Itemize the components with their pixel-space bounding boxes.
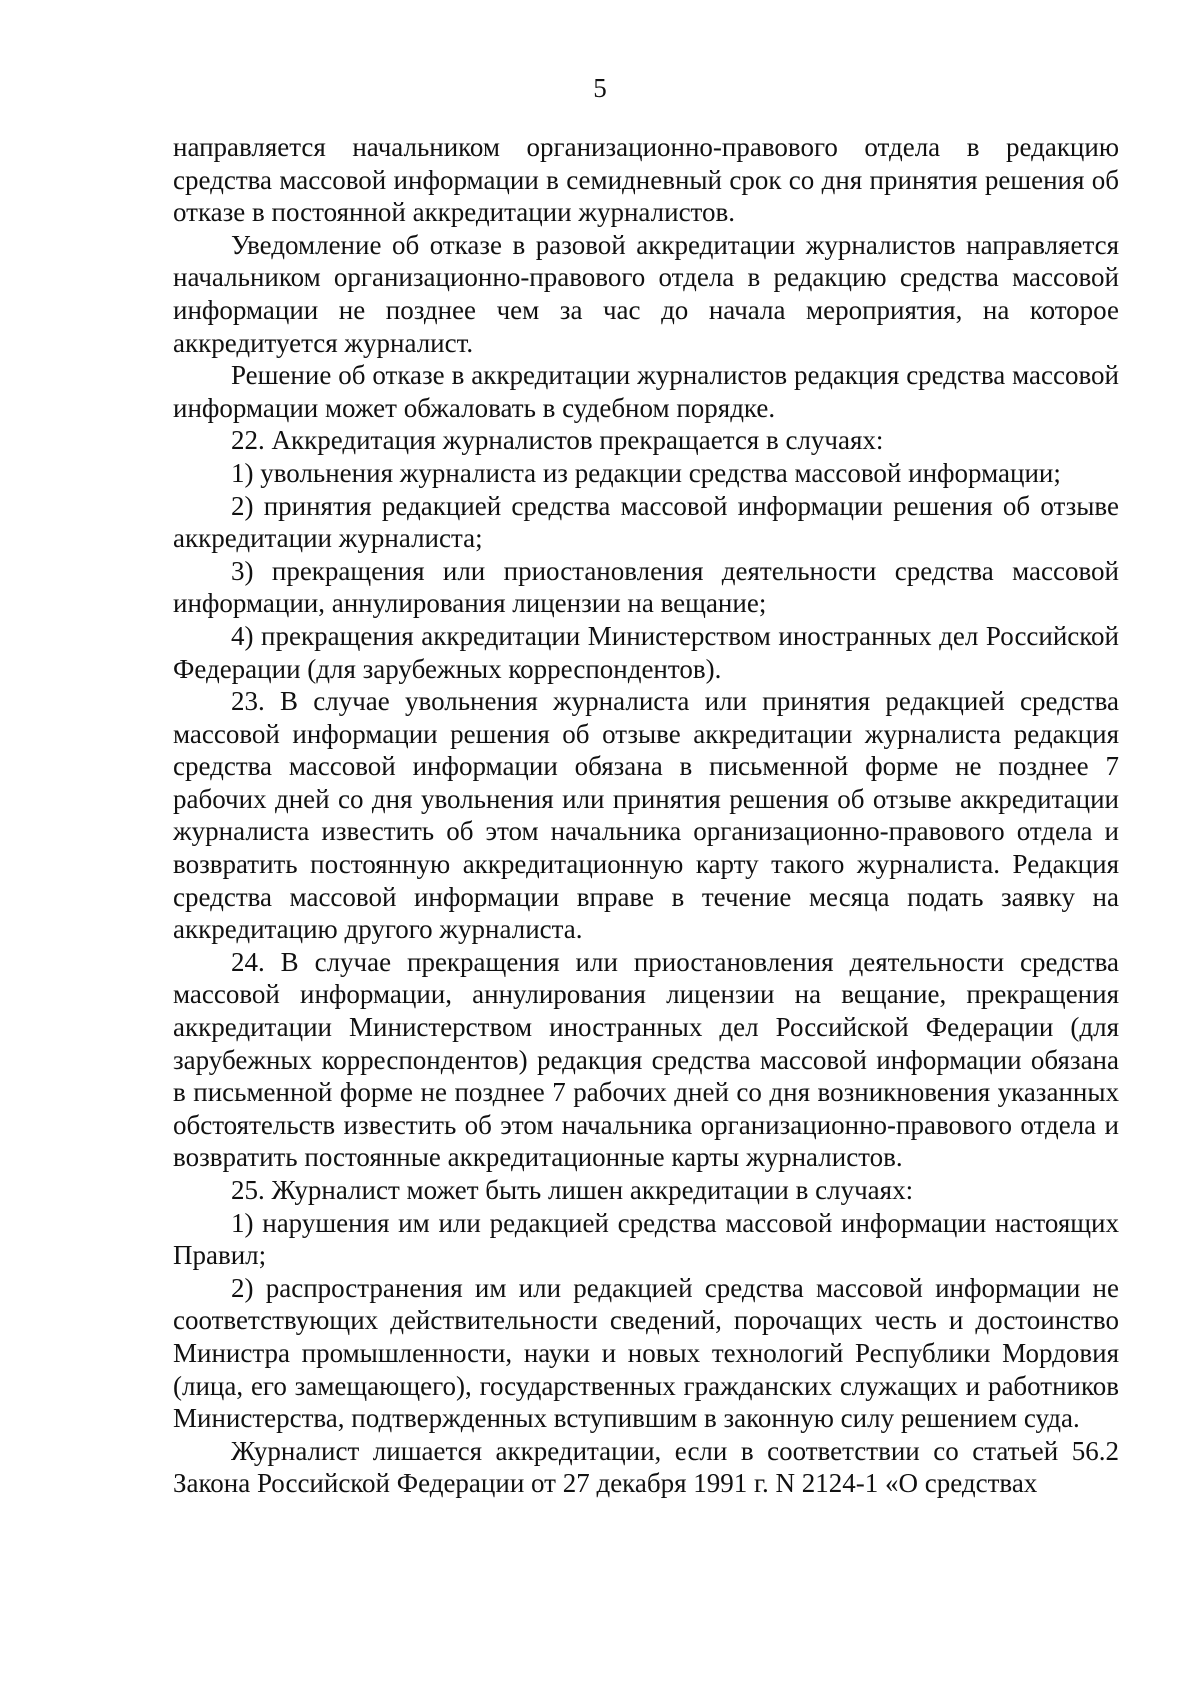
paragraph-deprivation-law: Журналист лишается аккредитации, если в соответствии со статьей 56.2 Закона Российской Федерации от 27 декабря 1991 г. N 2124-1 «О средствах	[173, 1435, 1119, 1499]
paragraph-appeal-refusal: Решение об отказе в аккредитации журналистов редакция средства массовой информации может обжаловать в судебном порядке.	[173, 360, 1119, 423]
paragraph-item-25: 25. Журналист может быть лишен аккредитации в случаях:	[231, 1175, 914, 1205]
paragraph-item-22: 22. Аккредитация журналистов прекращается в случаях:	[231, 425, 884, 456]
paragraph-item-25-1: 1) нарушения им или редакцией средства массовой информации настоящих Правил;	[173, 1207, 1119, 1271]
paragraph-item-22-2: 2) принятия редакцией средства массовой информации решения об отзыве аккредитации журналиста;	[173, 490, 1119, 554]
document-body	[173, 131, 1119, 1500]
paragraph-item-22-1: 1) увольнения журналиста из редакции средства массовой информации;	[231, 457, 1061, 488]
paragraph-item-22-4: 4) прекращения аккредитации Министерством иностранных дел Российской Федерации (для зарубежных корреспондентов).	[173, 620, 1119, 684]
paragraph-item-24: 24. В случае прекращения или приостановления деятельности средства массовой информации, аннулирования лицензии на вещание, прекращения аккредитации Министерством иностранных дел Российской Федерации (для зарубежных корреспондентов) редакция средства массовой информации обязана в письменной форме не позднее 7 рабочих дней со дня возникновения указанных обстоятельств известить об этом начальника организационно-правового отдела и возвратить постоянные аккредитационные карты журналистов.	[173, 946, 1119, 1173]
paragraph-notice-onetime-refusal: Уведомление об отказе в разовой аккредитации журналистов направляется начальником организационно-правового отдела в редакцию средства массовой информации не позднее чем за час до начала мероприятия, на которое аккредитуется журналист.	[173, 229, 1119, 358]
paragraph-item-23: 23. В случае увольнения журналиста или принятия редакцией средства массовой информации решения об отзыве аккредитации журналиста редакция средства массовой информации обязана в письменной форме не позднее 7 рабочих дней со дня увольнения или принятия решения об отзыве аккредитации журналиста известить об этом начальника организационно-правового отдела и возвратить постоянную аккредитационную карту такого журналиста. Редакция средства массовой информации вправе в течение месяца подать заявку на аккредитацию другого журналиста.	[173, 686, 1119, 945]
paragraph-notice-permanent-refusal: направляется начальником организационно-правового отдела в редакцию средства массовой информации в семидневный срок со дня принятия решения об отказе в постоянной аккредитации журналистов.	[173, 132, 1119, 228]
paragraph-item-22-3: 3) прекращения или приостановления деятельности средства массовой информации, аннулирования лицензии на вещание;	[173, 555, 1119, 619]
paragraph-item-25-2: 2) распространения им или редакцией средства массовой информации не соответствующих действительности сведений, порочащих честь и достоинство Министра промышленности, науки и новых технологий Республики Мордовия (лица, его замещающего), государственных гражданских служащих и работников Министерства, подтвержденных вступившим в законную силу решением суда.	[173, 1272, 1119, 1434]
page-number: 5	[593, 73, 607, 103]
